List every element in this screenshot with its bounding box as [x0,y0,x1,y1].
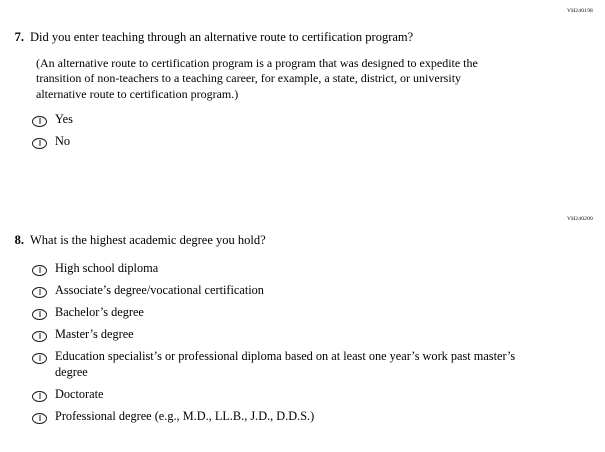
radio-bubble-icon[interactable] [32,331,47,342]
option-row[interactable] [32,387,593,403]
question-8-options [32,261,593,425]
radio-bubble-icon[interactable] [32,413,47,424]
option-row[interactable] [32,327,593,343]
question-7-number: 7. [14,30,24,44]
question-7-parenthetical: (An alternative route to certification program is a program that was designed to expedite the transition of non-teachers to a teaching career, for example, a state, district, or university alternative route to certification program.) [36,55,478,102]
option-row[interactable] [32,409,593,425]
option-label [55,349,515,381]
option-label: Associate’s degree/vocational certification [55,282,264,297]
radio-bubble-icon[interactable] [32,353,47,364]
item-code-q8: VH240200 [566,216,593,222]
question-7-options [32,112,593,150]
radio-bubble-icon[interactable] [32,287,47,298]
question-7-header [8,30,593,46]
option-label: Master’s degree [55,326,134,341]
question-8-text: What is the highest academic degree you hold? [30,233,266,247]
question-8-header [8,233,593,249]
question-8 [8,233,593,431]
question-8-number: 8. [14,233,24,247]
option-label: High school diploma [55,260,159,275]
option-label: Professional degree (e.g., M.D., LL.B., J.D., D.D.S.) [55,408,315,423]
option-row[interactable] [32,261,593,277]
radio-bubble-icon[interactable] [32,391,47,402]
option-row[interactable] [32,134,593,150]
option-label: Bachelor’s degree [55,304,144,319]
option-row[interactable] [32,283,593,299]
radio-bubble-icon[interactable] [32,116,47,127]
option-row[interactable] [32,305,593,321]
option-label: Yes [55,112,73,127]
radio-bubble-icon[interactable] [32,309,47,320]
radio-bubble-icon[interactable] [32,138,47,149]
radio-bubble-icon[interactable] [32,265,47,276]
option-label: No [55,134,71,149]
option-row[interactable] [32,349,593,381]
option-label: Doctorate [55,386,104,401]
question-7 [8,30,593,156]
option-label-line2: degree [55,364,88,379]
option-row[interactable] [32,112,593,128]
question-7-text: Did you enter teaching through an alternative route to certification program? [30,30,414,44]
item-code-q7: VH240198 [566,8,593,14]
option-label-line1: Education specialist’s or professional diploma based on at least one year’s work past master’s [55,348,516,363]
